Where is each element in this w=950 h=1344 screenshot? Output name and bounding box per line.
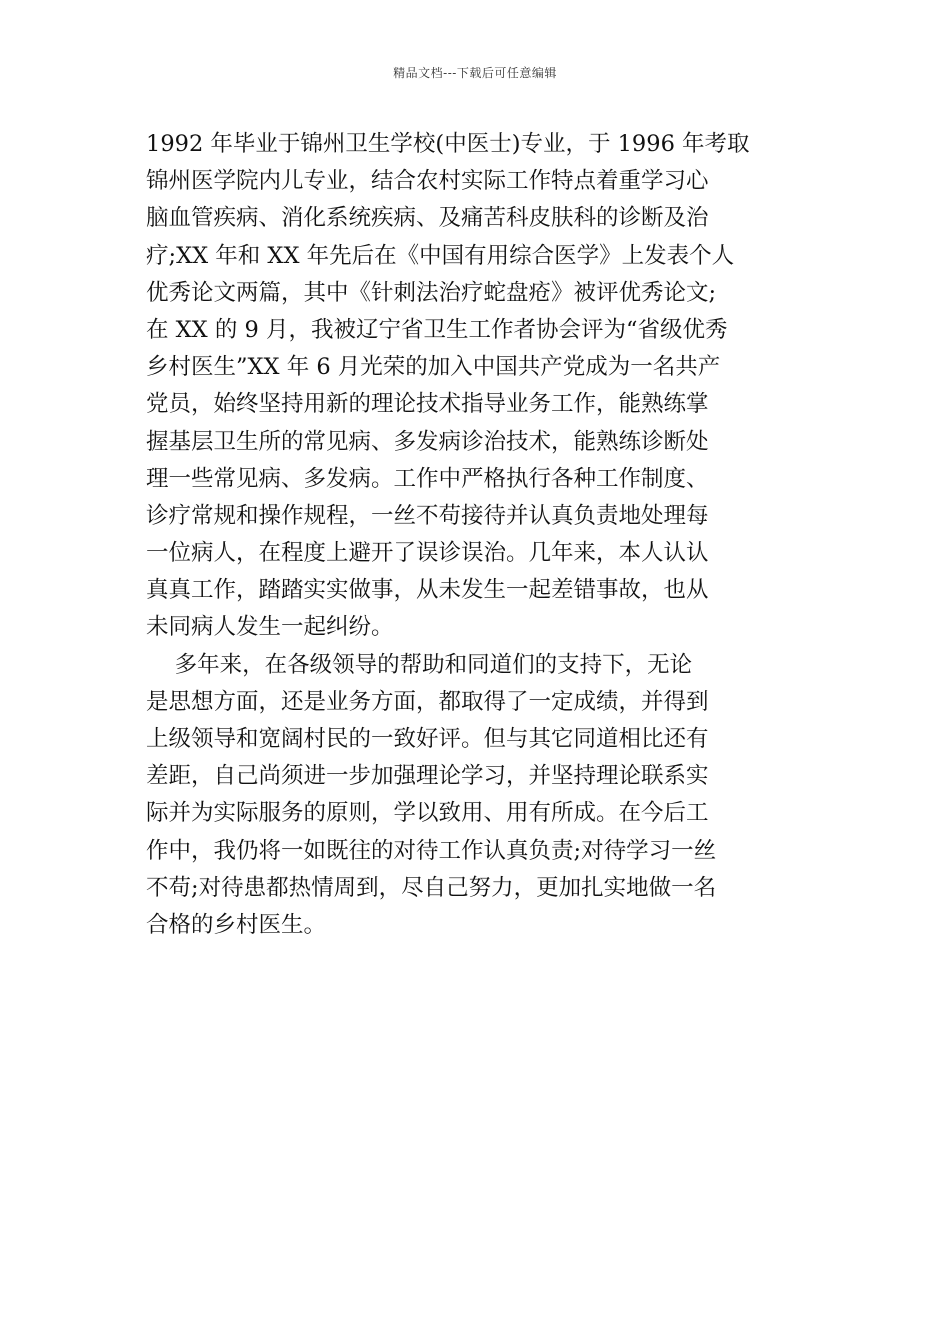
text-line: 理一些常见病、多发病。工作中严格执行各种工作制度、: [146, 465, 709, 492]
text-line: 优秀论文两篇，其中《针刺法治疗蛇盘疮》被评优秀论文;: [146, 279, 717, 306]
text-line: 一位病人，在程度上避开了误诊误治。几年来，本人认认: [146, 540, 709, 567]
text-line: 上级领导和宽阔村民的一致好评。但与其它同道相比还有: [146, 726, 709, 752]
text-line: 在 XX 的 9 月，我被辽宁省卫生工作者协会评为“省级优秀: [146, 316, 728, 343]
text-line: 党员，始终坚持用新的理论技术指导业务工作，能熟练掌: [146, 391, 709, 418]
page-header: 精品文档---下载后可任意编辑: [393, 66, 557, 80]
text-line: 是思想方面，还是业务方面，都取得了一定成绩，并得到: [146, 688, 709, 715]
text-line: 多年来，在各级领导的帮助和同道们的支持下，无论: [146, 651, 693, 678]
text-line: 疗;XX 年和 XX 年先后在《中国有用综合医学》上发表个人: [146, 242, 735, 269]
text-line: 握基层卫生所的常见病、多发病诊治技术，能熟练诊断处: [146, 428, 709, 455]
text-line: 未同病人发生一起纠纷。: [146, 614, 394, 641]
document-body: [146, 126, 806, 944]
text-line: 际并为实际服务的原则，学以致用、用有所成。在今后工: [146, 800, 709, 827]
text-line: 1992 年毕业于锦州卫生学校(中医士)专业，于 1996 年考取: [146, 131, 750, 157]
text-line: 脑血管疾病、消化系统疾病、及痛苦科皮肤科的诊断及治: [146, 205, 709, 232]
paragraph-2: [146, 647, 806, 945]
text-line: 差距，自己尚须进一步加强理论学习，并坚持理论联系实: [146, 763, 709, 790]
text-line: 不苟;对待患都热情周到，尽自己努力，更加扎实地做一名: [146, 874, 717, 901]
text-line: 乡村医生”XX 年 6 月光荣的加入中国共产党成为一名共产: [146, 354, 721, 381]
text-line: 作中，我仍将一如既往的对待工作认真负责;对待学习一丝: [146, 837, 717, 864]
text-line: 真真工作，踏踏实实做事，从未发生一起差错事故，也从: [146, 577, 709, 604]
text-line: 合格的乡村医生。: [146, 911, 327, 938]
paragraph-1: [146, 126, 806, 647]
text-line: 诊疗常规和操作规程，一丝不苟接待并认真负责地处理每: [146, 502, 709, 529]
text-line: 锦州医学院内儿专业，结合农村实际工作特点着重学习心: [146, 168, 709, 195]
